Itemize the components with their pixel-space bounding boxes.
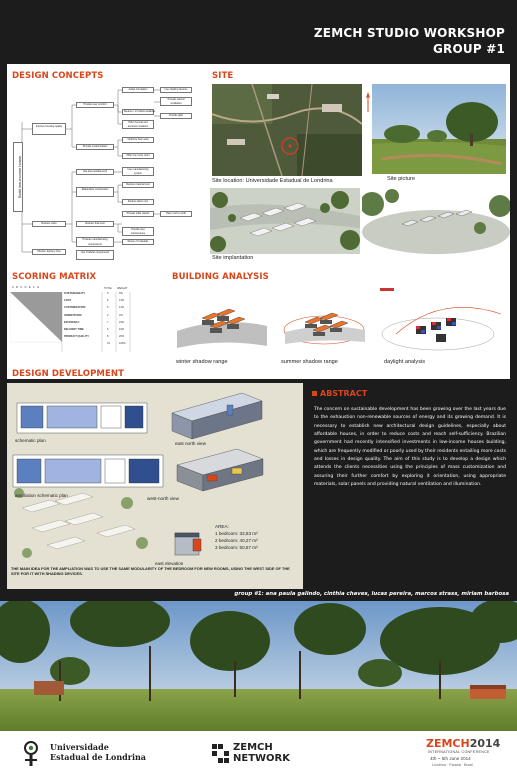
scoring-row-total: 6 [107, 299, 109, 303]
footer-logo-bar [0, 731, 517, 774]
site-render-perspective [362, 184, 510, 254]
abstract-body: The concern on sustainable development has been growing over the last years due to the exhaustion non-renewable sources of energy and its growing demand. It is necessary to establish new architectural design guidelines, especially about affordable houses, in order to reduce costs and reach self-sufficiency. Brazilian government had recently intensified investments in low-income houses building, which are frequently modified or poorly used by their residents entailing more costs and losses in design quality. The aim of this study is to develop a design which attends the clients necessities using the principles of mass customization and assuring their further comfort by exploring it orientation, using appropriate materials, solar panels and providing natural ventilation and illumination. [314, 407, 506, 488]
poster-title-line2: GROUP #1 [432, 42, 505, 56]
caption-summer-shadow: summer shadow range [281, 359, 338, 365]
concept-l1-delivery: Shorten delivery time [32, 249, 66, 255]
concept-l3-labor: Reduce labor cost [122, 199, 154, 205]
section-title-building-analysis: BUILDING ANALYSIS [172, 272, 269, 282]
area-line-2: 2 bedroom: 40,27 m² [215, 538, 258, 543]
concept-l3-mfg-system: Use manufacturing system [122, 167, 154, 176]
concept-l3-material: Reduce material cost [122, 182, 154, 188]
concept-l4-roof: Have roof to north [160, 211, 192, 217]
scoring-row-total: 2 [107, 313, 109, 317]
caption-schematic-plan: schematic plan [15, 438, 46, 443]
design-development-panel [7, 383, 303, 589]
summer-shadow-render [275, 286, 373, 352]
concept-l3-maintenance: Provide less maintenance [122, 227, 154, 236]
scoring-row-weight: 19% [119, 328, 125, 331]
area-line-3: 3 bedroom: 50,57 m² [215, 545, 258, 550]
concept-tree [10, 82, 208, 262]
zemch-network-logo-icon [212, 744, 230, 764]
scoring-row-total: 6 [107, 328, 109, 331]
concept-l3-room: Offer one more room [122, 153, 154, 159]
scoring-row-weight: 100% [119, 342, 126, 346]
concept-l1-quality: Improve housing quality [32, 123, 66, 135]
concept-l2-lowtech: Use low-cost/low-tech [76, 169, 114, 175]
scoring-matrix [10, 286, 158, 358]
abstract-bullet-icon [312, 391, 317, 396]
zemch2014-logo-title: ZEMCH2014 [426, 737, 501, 750]
concept-l4-ventilation: Provide natural ventilation [160, 97, 192, 106]
zemch2014-subtitle: INTERNATIONAL CONFERENCE [428, 750, 490, 754]
scoring-row-total: 0 [107, 292, 109, 295]
scoring-row-total: 5 [107, 306, 109, 310]
scoring-row-label: DELIVERY TIME [64, 328, 84, 331]
concept-l3-reuse: Reuse of materials [122, 239, 154, 245]
concept-l2-manufacturing: Provide manufacturing components [76, 237, 114, 247]
section-title-site: SITE [212, 71, 234, 81]
scoring-row-total: 8 [107, 335, 109, 339]
scoring-row-weight: 0% [119, 292, 123, 295]
concept-l1-costs: Reduce costs [32, 221, 66, 227]
area-table [215, 523, 258, 551]
concept-l2-finalcost: Reduce final cost [76, 221, 114, 227]
concept-l4-shading: Use shading devices [160, 87, 192, 93]
section-title-scoring-matrix: SCORING MATRIX [12, 272, 97, 282]
scoring-col-total: TOTAL [104, 287, 113, 290]
scoring-row-label: SUSTAINABILITY [64, 292, 86, 295]
concept-l3-insulation: Offer thermal and acoustic insulation [122, 120, 154, 129]
site-implantation-render [210, 188, 360, 254]
concept-l2-modular: Use modular components [76, 250, 114, 260]
zemch-network-logo-text: ZEMCH NETWORK [233, 742, 291, 764]
section-title-design-concepts: DESIGN CONCEPTS [12, 71, 104, 81]
scoring-col-weight: WEIGHT [117, 287, 128, 290]
concept-l2-customization: Provide customization [76, 144, 114, 150]
scoring-row-label: CUSTOMIZATION [64, 306, 86, 310]
concept-l4-light: Provide light [160, 113, 192, 119]
daylight-analysis-render [376, 284, 506, 354]
site-photo [372, 84, 506, 174]
uel-logo-text: Universidade Estadual de Londrina [50, 742, 146, 762]
group-members-line: group #1: ana paula galindo, cinthia chaves, lucas pereira, marcos strass, miriam barbosa [234, 591, 509, 597]
scoring-row-weight: 26% [119, 335, 125, 339]
concept-l3-floor: Optimize floor area [122, 137, 154, 143]
caption-east-north-view: east north view [175, 441, 206, 446]
section-title-design-development: DESIGN DEVELOPMENT [12, 369, 124, 379]
north-arrow-icon [366, 92, 370, 112]
scoring-row-label: ORIENTATION [64, 313, 82, 317]
concept-l2-rationalize: Rationalize construction [76, 187, 114, 197]
uel-logo-icon [20, 739, 42, 767]
zemch2014-date: 4th ~ 6th June 2014 [430, 756, 471, 761]
scoring-row-label: PRODUCT QUALITY [64, 335, 89, 339]
zemch2014-place: Londrina · Paraná · Brazil [432, 763, 473, 767]
poster-title-line1: ZEMCH STUDIO WORKSHOP [313, 26, 505, 40]
caption-site-implantation: Site implantation [212, 255, 254, 261]
scoring-row-total: 7 [107, 320, 109, 324]
concept-l2-comfort: Provide user comfort [76, 102, 114, 108]
caption-daylight: daylight analysis [384, 359, 426, 365]
caption-site-picture: Site picture [387, 176, 415, 182]
scoring-row-total: 31 [107, 342, 110, 346]
concept-l3-orientation: Adapt orientation [122, 87, 154, 93]
winter-shadow-render [172, 286, 270, 352]
caption-winter-shadow: winter shadow range [176, 359, 228, 365]
scoring-row-weight: 23% [119, 320, 125, 324]
scoring-row-weight: 14% [119, 306, 125, 310]
concept-l3-locations: Reduce / or hollow locations [124, 110, 156, 113]
concept-root: Build low-income house [13, 142, 23, 212]
area-line-1: 1 bedroom: 32,83 m² [215, 531, 258, 536]
scoring-row-label: COST [64, 299, 72, 303]
scoring-letters: ABCDEFG [12, 286, 42, 289]
site-aerial-map [212, 84, 362, 176]
scoring-row-label: EFFICIENCY [64, 320, 80, 324]
section-title-abstract: ABSTRACT [320, 389, 368, 398]
caption-east-elevation: east elevation [155, 561, 184, 566]
concept-l3-solar: Provide solar panels [122, 211, 154, 217]
area-title: AREA: [215, 524, 229, 529]
scoring-row-weight: 4% [119, 313, 123, 317]
caption-ampliation-plan: ampliation schematic plan [15, 493, 68, 498]
development-note: THE MAIN IDEA FOR THE AMPLIATION WAS TO USE THE SAME MODULARITY OF THE BEDROOM FOR NEW ROOMS, USING THE WEST SIDE OF THE SITE FOR IT WITH SHADING DEVICES. [11, 566, 290, 577]
caption-site-location: Site location: Universidade Estadual de Londrina [212, 178, 333, 184]
site-panorama-photo [0, 601, 517, 731]
caption-west-north-view: west-north view [147, 496, 179, 501]
scoring-row-weight: 13% [119, 299, 125, 303]
